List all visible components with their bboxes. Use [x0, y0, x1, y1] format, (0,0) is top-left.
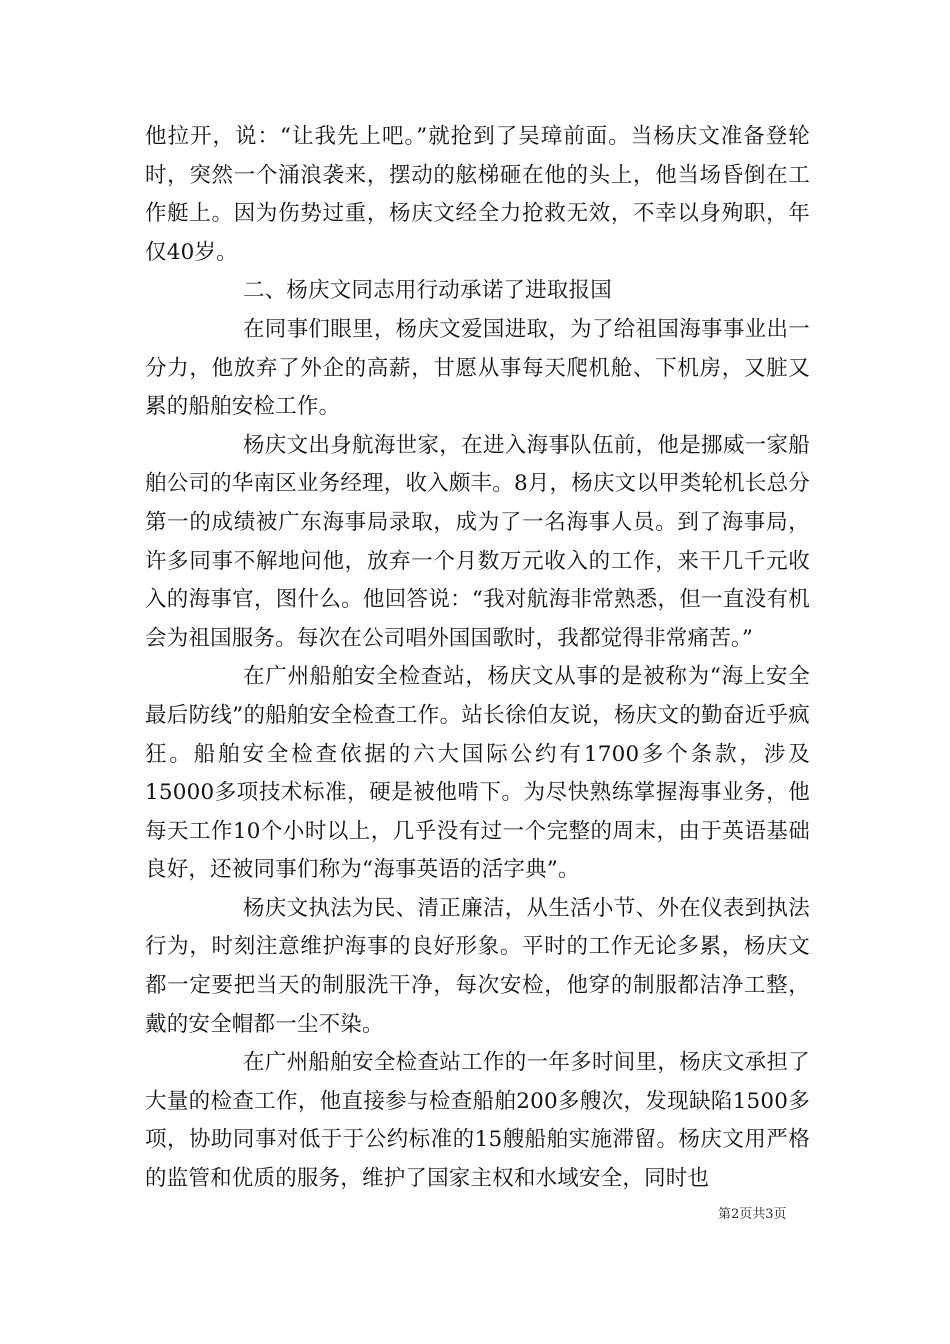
paragraph-3: 杨庆文出身航海世家，在进入海事队伍前，他是挪威一家船舶公司的华南区业务经理，收入颇丰。8月，杨庆文以甲类轮机长总分第一的成绩被广东海事局录取，成为了一名海事人员。到了海事局，许多同事不解地问他，放弃一个月数万元收入的工作，来干几千元收入的海事官，图什么。他回答说：“我对航海非常熟悉，但一直没有机会为祖国服务。每次在公司唱外国国歌时，我都觉得非常痛苦。” [145, 432, 810, 651]
paragraph-2: 在同事们眼里，杨庆文爱国进取，为了给祖国海事事业出一分力，他放弃了外企的高薪，甘愿从事每天爬机舱、下机房，又脏又累的船舶安检工作。 [145, 316, 810, 420]
paragraph-6: 在广州船舶安全检查站工作的一年多时间里，杨庆文承担了大量的检查工作，他直接参与检查船舶200多艘次，发现缺陷1500多项，协助同事对低于于公约标准的15艘船舶实施滞留。杨庆文用严格的监管和优质的服务，维护了国家主权和水域安全，同时也 [145, 1050, 810, 1192]
paragraph-4: 在广州船舶安全检查站，杨庆文从事的是被称为“海上安全最后防线”的船舶安全检查工作。站长徐伯友说，杨庆文的勤奋近乎疯狂。船舶安全检查依据的六大国际公约有1700多个条款，涉及15000多项技术标准，硬是被他啃下。为尽快熟练掌握海事业务，他每天工作10个小时以上，几乎没有过一个完整的周末，由于英语基础良好，还被同事们称为“海事英语的活字典”。 [145, 664, 810, 883]
page-number: 第2页共3页 [718, 1207, 787, 1222]
section-heading: 二、杨庆文同志用行动承诺了进取报国 [243, 278, 612, 304]
paragraph-1: 他拉开，说：“让我先上吧。”就抢到了吴璋前面。当杨庆文准备登轮时，突然一个涌浪袭来，摆动的舷梯砸在他的头上，他当场昏倒在工作艇上。因为伤势过重，杨庆文经全力抢救无效，不幸以身殉职，年仅40岁。 [145, 124, 810, 265]
document-body [145, 118, 810, 1199]
paragraph-5: 杨庆文执法为民、清正廉洁，从生活小节、外在仪表到执法行为，时刻注意维护海事的良好形象。平时的工作无论多累，杨庆文都一定要把当天的制服洗干净，每次安检，他穿的制服都洁净工整，戴的安全帽都一尘不染。 [145, 895, 810, 1037]
